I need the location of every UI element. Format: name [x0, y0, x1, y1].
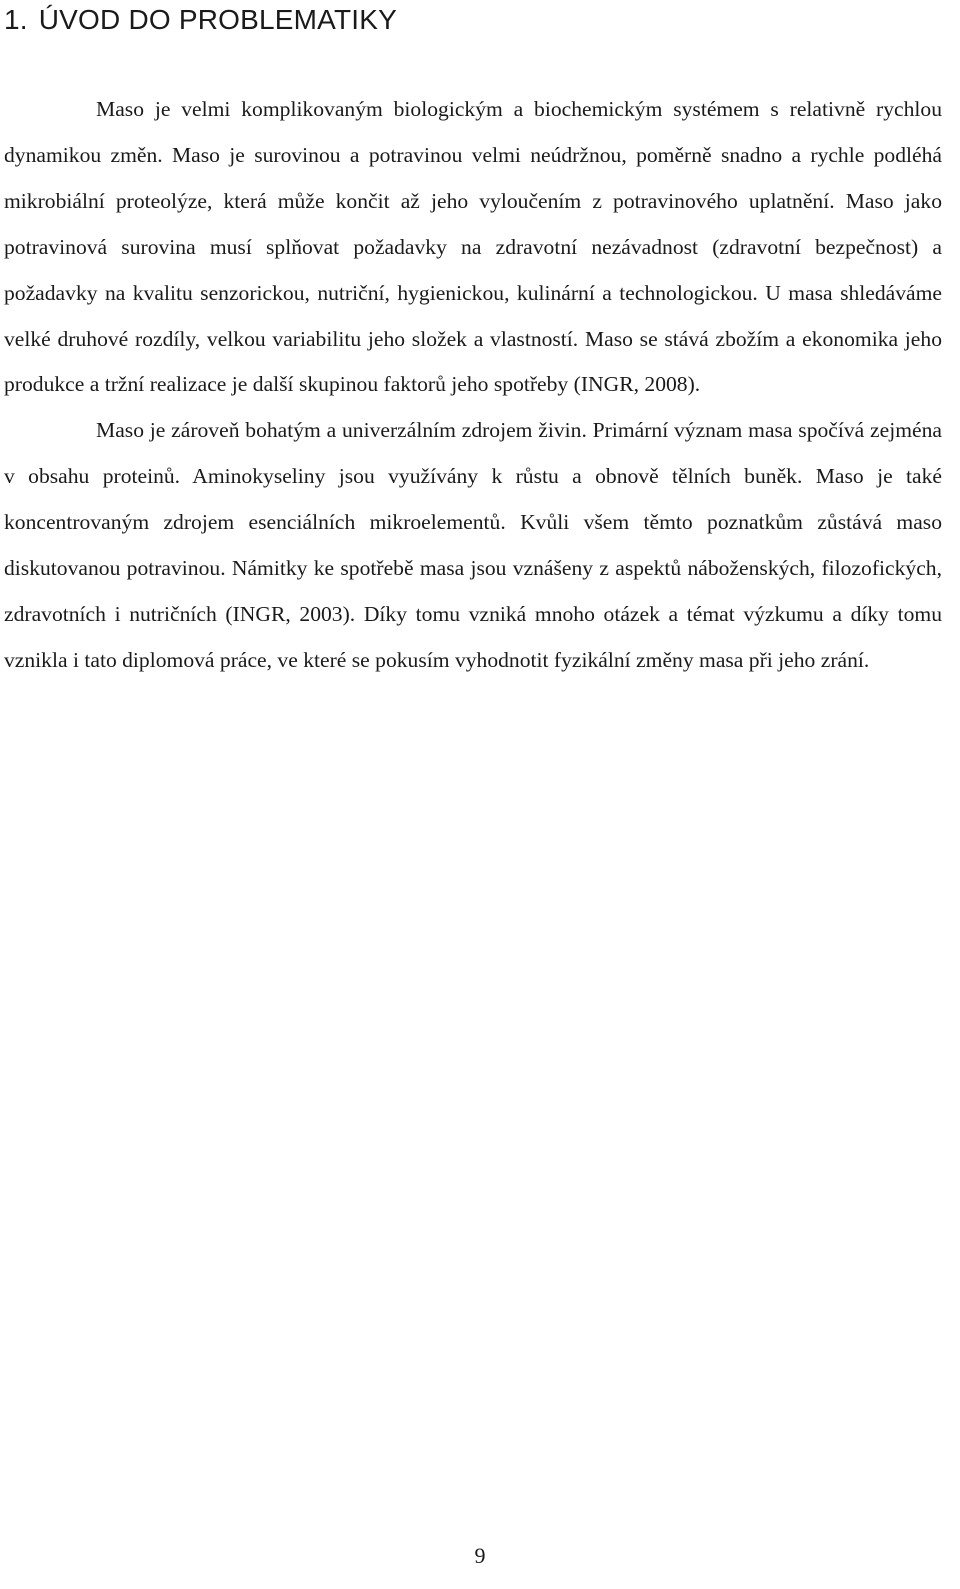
chapter-body: [4, 87, 942, 684]
chapter-heading: [4, 2, 397, 38]
paragraph-1: Maso je velmi komplikovaným biologickým a biochemickým systémem s relativně rychlou dynamikou změn. Maso je surovinou a potravinou velmi neúdržnou, poměrně snadno a rychle podléhá mikrobiální proteolýze, která může končit až jeho vyloučením z potravinového uplatnění. Maso jako potravinová surovina musí splňovat požadavky na zdravotní nezávadnost (zdravotní bezpečnost) a požadavky na kvalitu senzorickou, nutriční, hygienickou, kulinární a technologickou. U masa shledáváme velké druhové rozdíly, velkou variabilitu jeho složek a vlastností. Maso se stává zbožím a ekonomika jeho produkce a tržní realizace je další skupinou faktorů jeho spotřeby (INGR, 2008).: [4, 97, 942, 397]
chapter-number: 1.: [4, 4, 28, 35]
chapter-title: ÚVOD DO PROBLEMATIKY: [38, 4, 397, 35]
page-number: 9: [474, 1543, 486, 1568]
paragraph-2: Maso je zároveň bohatým a univerzálním zdrojem živin. Primární význam masa spočívá zejména v obsahu proteinů. Aminokyseliny jsou využívány k růstu a obnově tělních buněk. Maso je také koncentrovaným zdrojem esenciálních mikroelementů. Kvůli všem těmto poznatkům zůstává maso diskutovanou potravinou. Námitky ke spotřebě masa jsou vznášeny z aspektů náboženských, filozofických, zdravotních i nutričních (INGR, 2003). Díky tomu vzniká mnoho otázek a témat výzkumu a díky tomu vznikla i tato diplomová práce, ve které se pokusím vyhodnotit fyzikální změny masa při jeho zrání.: [4, 418, 942, 672]
